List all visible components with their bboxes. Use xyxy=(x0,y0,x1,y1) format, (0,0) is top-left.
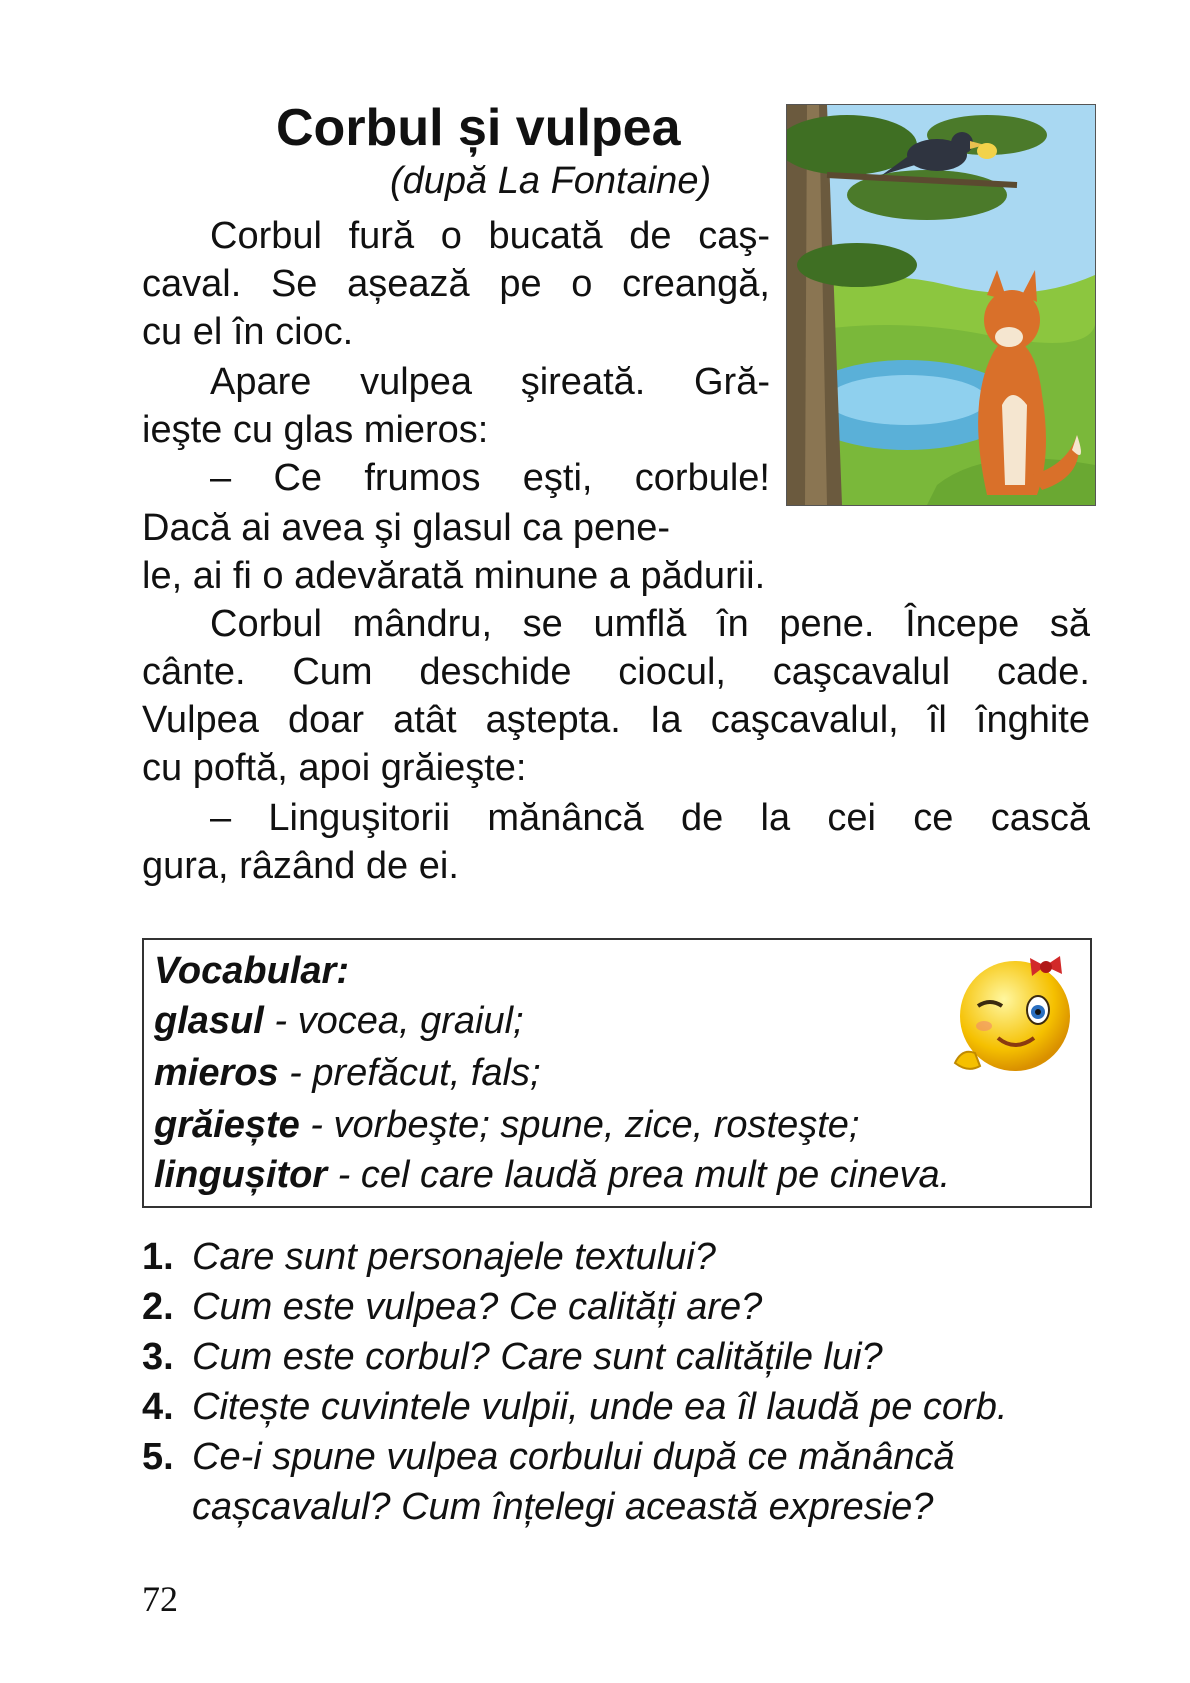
page-number: 72 xyxy=(142,1579,178,1619)
story-line: – Ce frumos eşti, corbule! xyxy=(210,457,770,499)
question-number: 3. xyxy=(142,1336,174,1378)
question-number: 5. xyxy=(142,1436,174,1478)
question-number: 2. xyxy=(142,1286,174,1328)
page-subtitle: (după La Fontaine) xyxy=(390,160,712,202)
vocabulary-entry xyxy=(154,1100,859,1150)
story-line: cu el în cioc. xyxy=(142,311,354,353)
vocabulary-definition: - vorbeşte; spune, zice, rosteşte; xyxy=(299,1104,860,1146)
story-line: cu poftă, apoi grăieşte: xyxy=(142,747,527,789)
question-item xyxy=(142,1332,883,1382)
question-text: Care sunt personajele textului? xyxy=(192,1236,716,1278)
question-item xyxy=(142,1232,716,1282)
question-text: Cum este vulpea? Ce calități are? xyxy=(192,1286,763,1328)
question-text: Ce-i spune vulpea corbului după ce mănâncă xyxy=(192,1436,955,1478)
vocabulary-definition: - vocea, graiul; xyxy=(263,1000,524,1042)
story-line: – Linguşitorii mănâncă de la cei ce cască xyxy=(210,797,1090,839)
crow-and-fox-illustration xyxy=(786,104,1096,506)
vocabulary-title: Vocabular: xyxy=(154,950,349,992)
story-line: Vulpea doar atât aştepta. Ia caşcavalul, îl înghite xyxy=(142,699,1090,741)
vocabulary-entry xyxy=(154,1048,541,1098)
question-text: Cum este corbul? Care sunt calitățile lui? xyxy=(192,1336,883,1378)
question-number: 1. xyxy=(142,1236,174,1278)
vocabulary-term: lingușitor xyxy=(154,1154,328,1196)
story-line: ieşte cu glas mieros: xyxy=(142,409,489,451)
vocabulary-box xyxy=(142,938,1092,1208)
story-line: cânte. Cum deschide ciocul, caşcavalul cade. xyxy=(142,651,1090,693)
question-item xyxy=(142,1382,1007,1432)
story-line: Dacă ai avea şi glasul ca pene- xyxy=(142,507,671,549)
question-number: 4. xyxy=(142,1386,174,1428)
question-text: Citește cuvintele vulpii, unde ea îl laudă pe corb. xyxy=(192,1386,1008,1428)
question-item xyxy=(142,1432,955,1482)
story-line: Apare vulpea şireată. Gră- xyxy=(210,361,770,403)
vocabulary-definition: - cel care laudă prea mult pe cineva. xyxy=(327,1154,951,1196)
story-line: le, ai fi o adevărată minune a pădurii. xyxy=(142,555,766,597)
story-line: gura, râzând de ei. xyxy=(142,845,459,887)
question-text-continuation: cașcavalul? Cum înțelegi această expresie? xyxy=(192,1486,934,1528)
page-title: Corbul și vulpea xyxy=(276,99,681,157)
story-line: Corbul mândru, se umflă în pene. Începe să xyxy=(210,603,1090,645)
vocabulary-entry xyxy=(154,1150,950,1200)
vocabulary-definition: - prefăcut, fals; xyxy=(278,1052,541,1094)
question-item xyxy=(142,1282,762,1332)
vocabulary-term: grăiește xyxy=(154,1104,300,1146)
story-line: caval. Se așează pe o creangă, xyxy=(142,263,770,305)
vocabulary-term: glasul xyxy=(154,1000,264,1042)
story-line: Corbul fură o bucată de caş- xyxy=(210,215,770,257)
vocabulary-entry xyxy=(154,996,524,1046)
vocabulary-term: mieros xyxy=(154,1052,279,1094)
winking-smiley-icon xyxy=(950,948,1080,1078)
